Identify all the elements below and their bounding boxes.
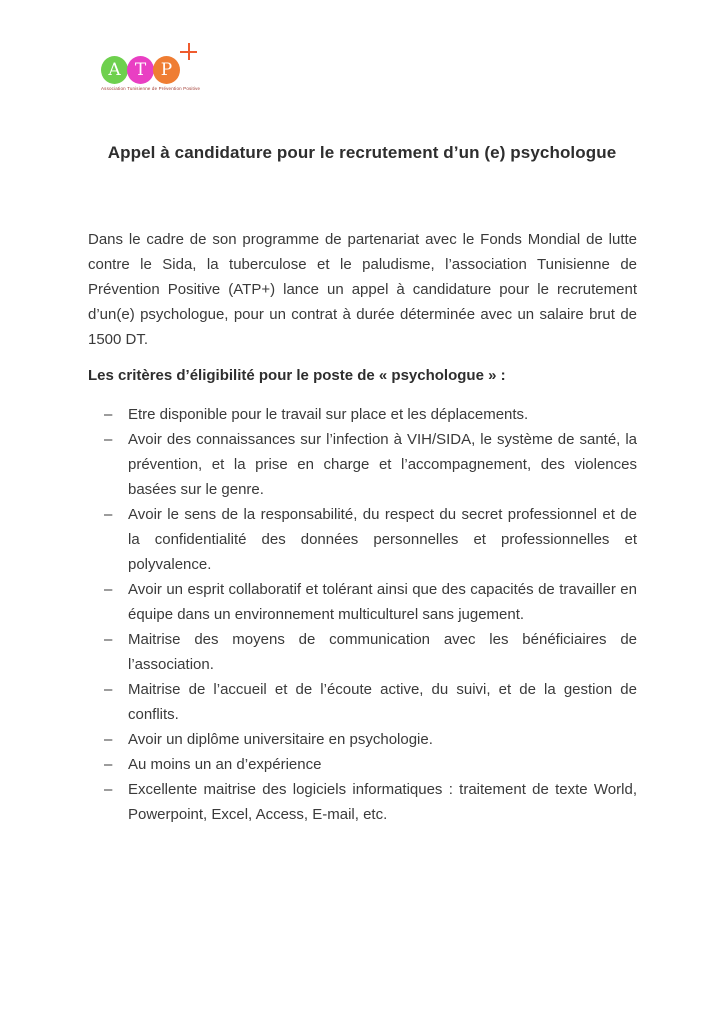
criteria-text: Avoir un diplôme universitaire en psychologie. (128, 731, 433, 748)
bullet-dash: – (104, 406, 113, 423)
bullet-dash: – (104, 756, 113, 773)
criteria-heading: Les critères d’éligibilité pour le poste de « psychologue » : (88, 367, 506, 384)
criteria-item (88, 627, 637, 677)
bullet-dash: – (104, 631, 113, 648)
criteria-text: Maitrise de l’accueil et de l’écoute active, du suivi, et de la gestion de conflits. (128, 681, 637, 723)
criteria-item (88, 402, 637, 427)
criteria-text: Etre disponible pour le travail sur place et les déplacements. (128, 406, 529, 423)
criteria-item (88, 727, 637, 752)
criteria-item (88, 577, 637, 627)
criteria-text: Maitrise des moyens de communication avec les bénéficiaires de l’association. (128, 631, 637, 673)
intro-paragraph: Dans le cadre de son programme de partenariat avec le Fonds Mondial de lutte contre le Sida, la tuberculose et le paludisme, l’association Tunisienne de Prévention Positive (ATP+) lance un appel à candidature pour le recrutement d’un(e) psychologue, pour un contrat à durée déterminée avec un salaire brut de 1500 DT. (88, 231, 637, 348)
bullet-dash: – (104, 581, 113, 598)
logo-letter-circle: P (153, 56, 180, 84)
bullet-dash: – (104, 781, 113, 798)
logo-plus-vertical-bar (188, 43, 190, 60)
criteria-item (88, 752, 637, 777)
logo-caption: Association Tunisienne de Prévention Positive (101, 86, 201, 92)
criteria-item (88, 502, 637, 577)
logo-letter-circle: T (127, 56, 154, 84)
bullet-dash: – (104, 431, 113, 448)
criteria-item (88, 427, 637, 502)
bullet-dash: – (104, 731, 113, 748)
criteria-text: Avoir des connaissances sur l’infection à VIH/SIDA, le système de santé, la prévention, et la prise en charge et l’accompagnement, des violences basées sur le genre. (128, 431, 637, 498)
criteria-item (88, 777, 637, 827)
criteria-text: Excellente maitrise des logiciels informatiques : traitement de texte World, Powerpoint, Excel, Access, E-mail, etc. (128, 781, 637, 823)
atp-logo (101, 56, 231, 95)
criteria-text: Avoir le sens de la responsabilité, du respect du secret professionnel et de la confidentialité des données personnelles et professionnelles et polyvalence. (128, 506, 637, 573)
criteria-text: Au moins un an d’expérience (128, 756, 322, 773)
criteria-item (88, 677, 637, 727)
criteria-list (88, 402, 637, 827)
logo-plus-icon (180, 43, 197, 60)
bullet-dash: – (104, 506, 113, 523)
bullet-dash: – (104, 681, 113, 698)
logo-circles (101, 56, 231, 84)
criteria-text: Avoir un esprit collaboratif et tolérant ainsi que des capacités de travailler en équipe dans un environnement multiculturel sans jugement. (128, 581, 637, 623)
logo-letter-circle: A (101, 56, 128, 84)
document-title: Appel à candidature pour le recrutement d’un (e) psychologue (107, 143, 617, 162)
